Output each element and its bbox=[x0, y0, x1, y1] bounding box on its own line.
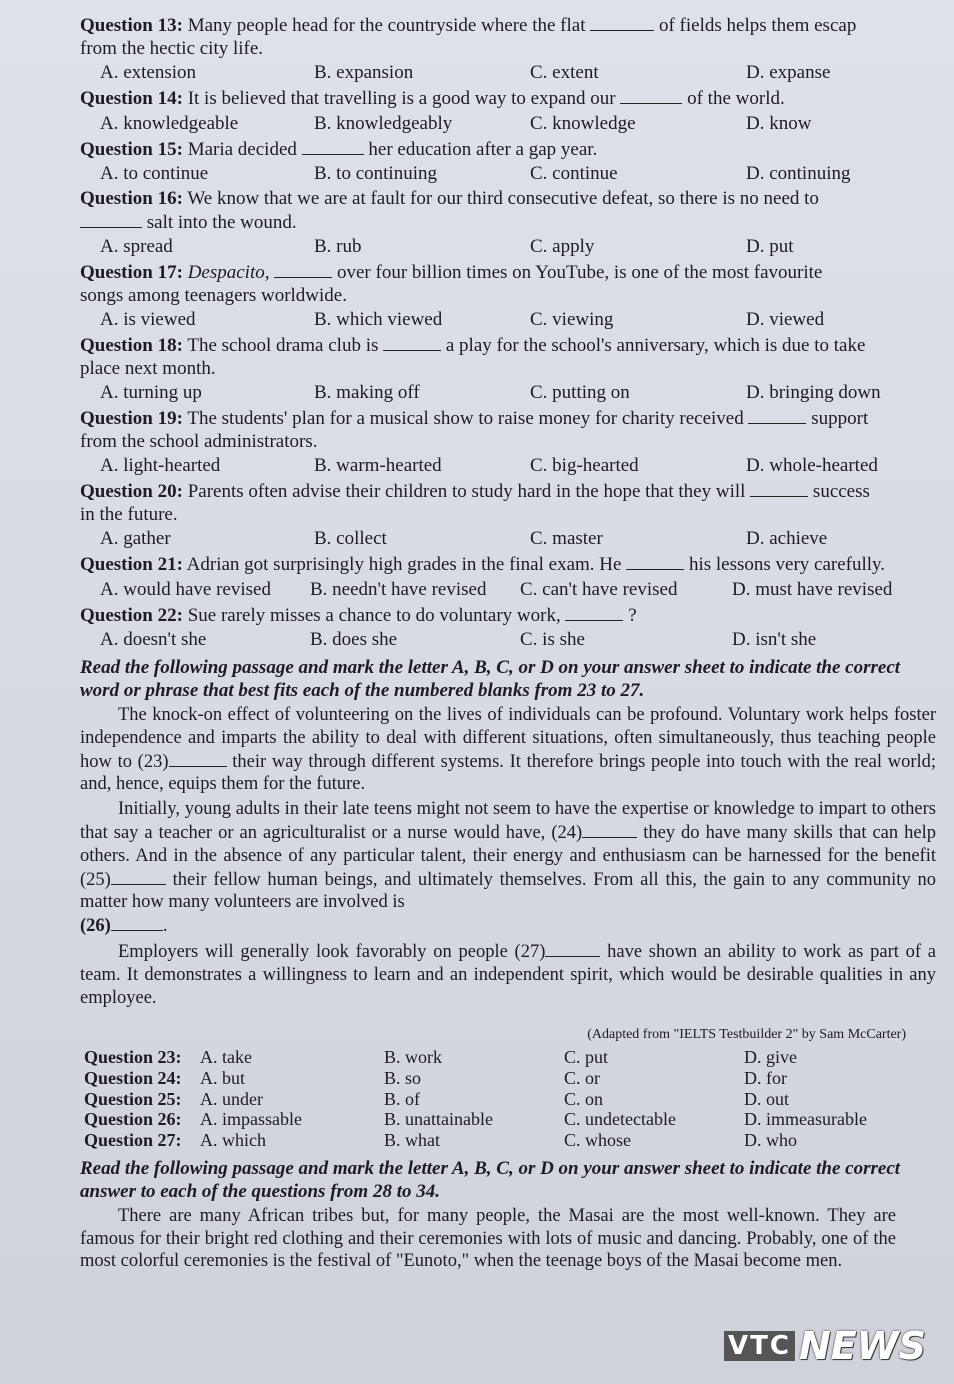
answer-label: Question 24: bbox=[84, 1068, 182, 1089]
question-text: We know that we are at fault for our third consecutive defeat, so there is no need to bbox=[187, 188, 819, 209]
option-a[interactable]: A. which bbox=[200, 1130, 266, 1151]
option-b[interactable]: B. knowledgeably bbox=[314, 112, 453, 134]
answer-blank bbox=[750, 480, 808, 497]
question-label: Question 15: bbox=[80, 138, 183, 160]
question-text: songs among teenagers worldwide. bbox=[80, 284, 347, 306]
answer-blank bbox=[748, 407, 806, 424]
answer-blank bbox=[274, 261, 332, 278]
option-b[interactable]: B. unattainable bbox=[384, 1109, 493, 1130]
question-text: in the future. bbox=[80, 503, 178, 525]
question-text: Parents often advise their children to study hard in the hope that they will bbox=[187, 481, 746, 502]
option-a[interactable]: A. but bbox=[200, 1068, 245, 1089]
option-c[interactable]: C. master bbox=[530, 528, 603, 549]
options-21 bbox=[80, 577, 936, 604]
option-c[interactable]: C. knowledge bbox=[530, 112, 636, 134]
answer-row-25 bbox=[80, 1089, 936, 1110]
exam-content bbox=[80, 14, 936, 1273]
answer-label: Question 23: bbox=[84, 1047, 182, 1068]
question-label: Question 18: bbox=[80, 335, 183, 356]
option-c[interactable]: C. whose bbox=[564, 1130, 631, 1151]
option-a[interactable]: A. under bbox=[200, 1088, 263, 1109]
answer-label: Question 25: bbox=[84, 1088, 182, 1109]
question-21 bbox=[80, 553, 936, 577]
option-d[interactable]: D. for bbox=[744, 1068, 787, 1089]
option-a[interactable]: A. to continue bbox=[100, 163, 209, 184]
option-c[interactable]: C. put bbox=[564, 1047, 609, 1068]
option-c[interactable]: C. big-hearted bbox=[530, 455, 639, 476]
question-17 bbox=[80, 261, 936, 307]
question-text: her education after a gap year. bbox=[368, 138, 598, 160]
option-d[interactable]: D. put bbox=[746, 236, 794, 257]
vtc-logo: VTC bbox=[724, 1331, 795, 1361]
option-c[interactable]: C. putting on bbox=[530, 382, 630, 403]
passage-source: (Adapted from "IELTS Testbuilder 2" by Sam McCarter) bbox=[587, 1027, 906, 1043]
options-20 bbox=[80, 526, 936, 553]
options-13 bbox=[80, 60, 936, 87]
question-13 bbox=[80, 14, 936, 60]
options-19 bbox=[80, 453, 936, 480]
answer-blank bbox=[582, 821, 637, 838]
question-text: his lessons very carefully. bbox=[688, 554, 886, 575]
question-label: Question 16: bbox=[80, 188, 183, 209]
answer-label: Question 27: bbox=[84, 1130, 182, 1151]
answer-blank bbox=[111, 868, 166, 885]
news-logo: NEWS bbox=[798, 1324, 926, 1368]
option-d[interactable]: D. must have revised bbox=[732, 578, 893, 600]
option-d[interactable]: D. achieve bbox=[746, 528, 828, 549]
passage-text: The knock-on effect of volunteering on the lives of individuals can be profound. Voluntary work helps foster independence and imparts the ability to deal with different situations, often simultaneously, thus teaching people how to (23) bbox=[80, 705, 936, 772]
option-d[interactable]: D. know bbox=[746, 112, 812, 134]
question-20 bbox=[80, 480, 936, 526]
question-text: The students' plan for a musical show to raise money for charity received bbox=[187, 408, 744, 429]
passage-text: their fellow human beings, and ultimately themselves. From all this, the gain to any community no matter how many volunteers are involved is bbox=[80, 869, 937, 913]
answer-blank bbox=[545, 940, 600, 957]
option-b[interactable]: B. warm-hearted bbox=[314, 455, 442, 476]
passage-paragraph: There are many African tribes but, for many people, the Masai are the most well-known. They are famous for their bright red clothing and their ceremonies with lots of music and dancing. Probably, one of the most colorful ceremonies is the festival of "Eunoto," when the teenage boys of the Masai become men. bbox=[80, 1205, 896, 1272]
option-a[interactable]: A. impassable bbox=[200, 1109, 302, 1130]
answer-label: Question 26: bbox=[84, 1109, 182, 1130]
answer-blank bbox=[565, 604, 623, 621]
question-text: place next month. bbox=[80, 357, 216, 379]
question-14 bbox=[80, 87, 936, 111]
option-c[interactable]: C. is she bbox=[520, 629, 585, 650]
option-b[interactable]: B. what bbox=[384, 1130, 440, 1151]
section-instruction: Read the following passage and mark the letter A, B, C, or D on your answer sheet to indicate the correct word or phrase that best fits each of the numbered blanks from 23 to 27. bbox=[80, 657, 901, 701]
question-text: of fields helps them escap bbox=[658, 15, 857, 36]
question-18 bbox=[80, 334, 936, 380]
answer-row-26 bbox=[80, 1109, 936, 1130]
passage-text: their way through different systems. It therefore brings people into touch with the real world; and, hence, equips them for the future. bbox=[80, 751, 937, 795]
option-a[interactable]: A. would have revised bbox=[100, 578, 271, 600]
question-text: Sue rarely misses a chance to do voluntary work, bbox=[187, 604, 561, 626]
option-d[interactable]: D. whole-hearted bbox=[746, 455, 878, 476]
question-text: It is believed that travelling is a good way to expand our bbox=[187, 88, 616, 109]
option-b[interactable]: B. needn't have revised bbox=[310, 578, 487, 600]
option-b[interactable]: B. making off bbox=[314, 382, 420, 403]
option-a[interactable]: A. doesn't she bbox=[100, 629, 207, 650]
question-text: salt into the wound. bbox=[146, 211, 297, 233]
question-label: Question 20: bbox=[80, 481, 183, 502]
question-text: The school drama club is bbox=[187, 335, 379, 356]
option-d[interactable]: D. give bbox=[744, 1047, 797, 1068]
question-text: of the world. bbox=[687, 88, 785, 109]
question-text: from the school administrators. bbox=[80, 430, 318, 452]
passage-blank-number: (26) bbox=[80, 916, 111, 937]
option-d[interactable]: D. expanse bbox=[746, 62, 831, 83]
question-label: Question 22: bbox=[80, 604, 183, 626]
answer-row-27 bbox=[80, 1130, 936, 1151]
option-c[interactable]: C. continue bbox=[530, 163, 618, 184]
question-label: Question 19: bbox=[80, 408, 183, 429]
passage-text: Employers will generally look favorably on people (27) bbox=[118, 941, 546, 962]
option-a[interactable]: A. take bbox=[200, 1047, 252, 1068]
answer-blank bbox=[590, 14, 654, 31]
section-instruction: Read the following passage and mark the letter A, B, C, or D on your answer sheet to indicate the correct answer to each of the questions from 28 to 34. bbox=[80, 1157, 901, 1202]
passage-paragraph bbox=[80, 704, 936, 796]
answer-row-23 bbox=[80, 1047, 936, 1068]
option-c[interactable]: C. can't have revised bbox=[520, 578, 678, 600]
question-label: Question 14: bbox=[80, 88, 183, 109]
question-label: Question 21: bbox=[80, 554, 183, 575]
options-14 bbox=[80, 111, 936, 138]
option-a[interactable]: A. gather bbox=[100, 528, 171, 549]
passage-text: Initially, young adults in their late teens might not seem to have the expertise or knowledge to impart to others that say a teacher or an agriculturalist or a nurse would have, (24) bbox=[80, 799, 936, 843]
question-text: from the hectic city life. bbox=[80, 37, 264, 59]
option-d[interactable]: D. immeasurable bbox=[744, 1109, 867, 1130]
answer-blank bbox=[302, 138, 364, 155]
answer-blank bbox=[80, 211, 142, 228]
question-text: Adrian got surprisingly high grades in the final exam. He bbox=[186, 554, 622, 575]
option-d[interactable]: D. who bbox=[744, 1130, 797, 1151]
answer-blank bbox=[169, 750, 227, 767]
option-c[interactable]: C. extent bbox=[530, 62, 599, 83]
option-b[interactable]: B. work bbox=[384, 1047, 442, 1068]
options-17 bbox=[80, 307, 936, 334]
option-b[interactable]: B. rub bbox=[314, 236, 362, 257]
passage-text: have shown an ability to work as part of a team. It demonstrates a willingness to learn and an independent spirit, which would be desirable qualities in any employee. bbox=[80, 941, 936, 1008]
option-a[interactable]: A. spread bbox=[100, 236, 173, 257]
passage-paragraph: Initially, young adults in their late teens might not seem to have the expertise or knowledge to impart to others that say a teacher or an agriculturalist or a nurse would have, (24) they do have many skills that can help others. And in the absence of any particular talent, their energy and enthusiasm can be harnessed for the benefit (25) their fellow human beings, and ultimately themselves. From all this, the gain to any community no matter how many volunteers are involved is (26) . bbox=[80, 799, 937, 937]
question-text: success bbox=[812, 481, 870, 502]
question-19 bbox=[80, 407, 936, 453]
option-c[interactable]: C. or bbox=[564, 1068, 600, 1089]
option-a[interactable]: A. turning up bbox=[100, 382, 202, 403]
passage-paragraph bbox=[80, 940, 936, 1009]
option-c[interactable]: C. on bbox=[564, 1088, 604, 1109]
option-d[interactable]: D. viewed bbox=[746, 309, 825, 330]
options-16 bbox=[80, 234, 936, 261]
question-label: Question 17: bbox=[80, 262, 183, 283]
vtc-news-watermark bbox=[724, 1326, 926, 1366]
question-text: ? bbox=[628, 604, 637, 626]
option-d[interactable]: D. isn't she bbox=[732, 629, 817, 650]
option-b[interactable]: B. of bbox=[384, 1088, 420, 1109]
option-b[interactable]: B. does she bbox=[310, 629, 398, 650]
question-15 bbox=[80, 138, 936, 162]
option-b[interactable]: B. collect bbox=[314, 528, 387, 549]
answer-options-23-27 bbox=[80, 1047, 936, 1150]
answer-blank bbox=[626, 553, 684, 570]
passage-text: they do have many skills that can help others. And in the absence of any particular talent, their energy and enthusiasm can be harnessed for the benefit (25) bbox=[80, 822, 937, 890]
option-c[interactable]: C. apply bbox=[530, 236, 595, 257]
option-c[interactable]: C. undetectable bbox=[564, 1109, 676, 1130]
option-d[interactable]: D. bringing down bbox=[746, 382, 881, 403]
question-text: a play for the school's anniversary, which is due to take bbox=[445, 335, 866, 356]
option-c[interactable]: C. viewing bbox=[530, 309, 614, 330]
question-text: support bbox=[811, 408, 869, 429]
option-b[interactable]: B. expansion bbox=[314, 62, 414, 83]
question-22 bbox=[80, 604, 936, 628]
question-text: Despacito, bbox=[187, 262, 270, 283]
question-text: Maria decided bbox=[187, 138, 297, 160]
option-d[interactable]: D. continuing bbox=[746, 163, 851, 184]
answer-row-24 bbox=[80, 1068, 936, 1089]
options-15 bbox=[80, 161, 936, 188]
answer-blank bbox=[620, 87, 682, 104]
answer-blank bbox=[111, 914, 163, 931]
option-a[interactable]: A. extension bbox=[100, 62, 197, 83]
options-22 bbox=[80, 627, 936, 654]
question-text: Many people head for the countryside where the flat bbox=[187, 15, 586, 36]
option-a[interactable]: A. light-hearted bbox=[100, 455, 221, 476]
answer-blank bbox=[383, 334, 441, 351]
option-d[interactable]: D. out bbox=[744, 1088, 789, 1109]
option-b[interactable]: B. so bbox=[384, 1068, 422, 1089]
question-16 bbox=[80, 188, 936, 234]
question-text: over four billion times on YouTube, is one of the most favourite bbox=[336, 262, 823, 283]
options-18 bbox=[80, 380, 936, 407]
option-b[interactable]: B. which viewed bbox=[314, 309, 443, 330]
option-a[interactable]: A. knowledgeable bbox=[100, 112, 239, 134]
question-label: Question 13: bbox=[80, 15, 183, 36]
option-b[interactable]: B. to continuing bbox=[314, 163, 437, 184]
option-a[interactable]: A. is viewed bbox=[100, 309, 196, 330]
